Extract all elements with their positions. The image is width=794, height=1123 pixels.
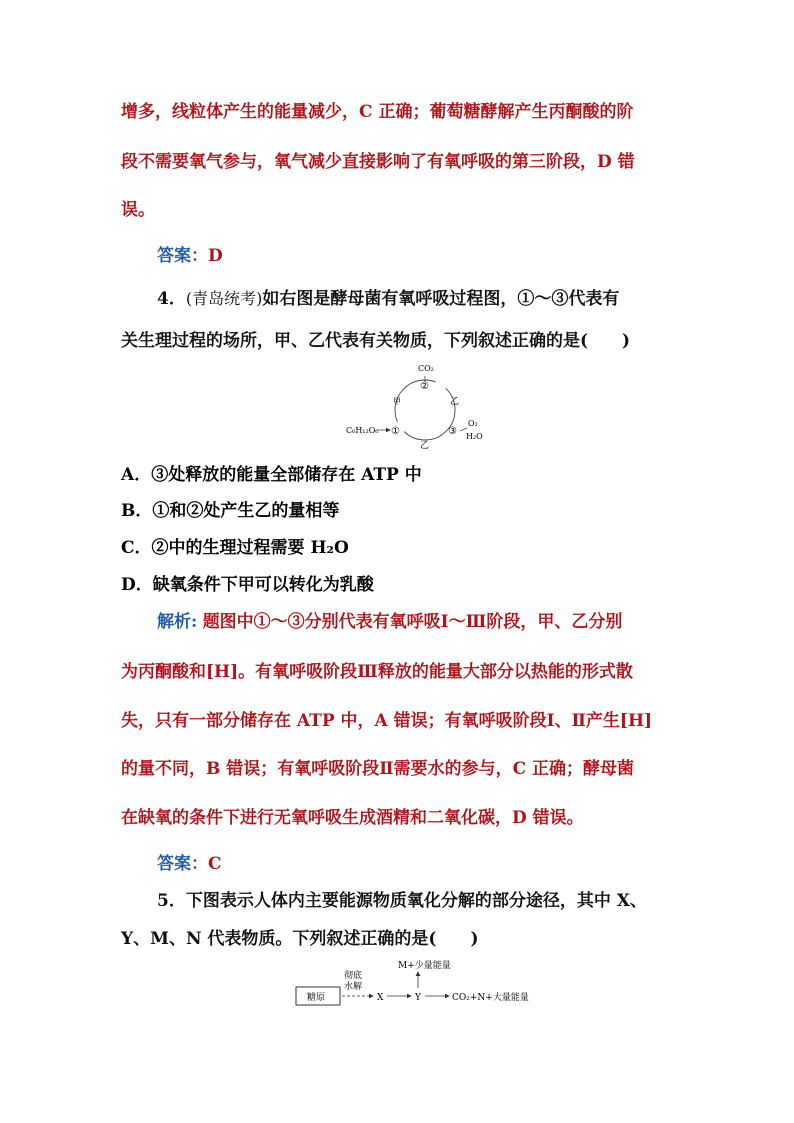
glycogen-box-label: 糖原 — [307, 993, 326, 1003]
question-stem — [157, 287, 717, 311]
answer-value: C — [208, 854, 222, 874]
analysis-line: 在缺氧的条件下进行无氧呼吸生成酒精和二氧化碳，D 错误。 — [121, 808, 584, 828]
question-number: 4． — [157, 289, 186, 309]
glycogen-pathway-diagram — [294, 958, 544, 1008]
yi-right-label: 乙 — [450, 397, 460, 407]
explanation-line: 段不需要氧气参与，氧气减少直接影响了有氧呼吸的第三阶段，D 错 — [121, 152, 635, 172]
answer-label: 答案： — [157, 246, 208, 266]
arrow-top-label: 彻底 — [344, 971, 363, 981]
site-1-label: ① — [391, 426, 400, 437]
co2-label: CO₂ — [418, 364, 434, 373]
analysis-label: 解析: — [157, 612, 198, 632]
site-3-label: ③ — [448, 426, 457, 437]
jia-label: 甲 — [393, 397, 401, 406]
question-source: (青岛统考) — [185, 289, 263, 308]
option-d: D．缺氧条件下甲可以转化为乳酸 — [121, 575, 374, 595]
site-2-label: ② — [420, 381, 429, 392]
co2-energy-label: CO₂+N+大量能量 — [452, 993, 529, 1003]
answer-value: D — [208, 246, 223, 266]
analysis-line: 为丙酮酸和[H]。有氧呼吸阶段Ⅲ释放的能量大部分以热能的形式散 — [121, 662, 633, 682]
m-energy-label: M+少量能量 — [398, 961, 451, 971]
yi-bottom-label: 乙 — [420, 441, 430, 451]
glucose-label: C₆H₁₂O₆ — [346, 426, 379, 435]
arrow-bottom-label: 水解 — [344, 982, 363, 992]
respiration-cycle-diagram — [330, 362, 500, 452]
o2-label: O₂ — [468, 419, 478, 428]
y-label: Y — [415, 993, 421, 1003]
question-stem: 5．下图表示人体内主要能源物质氧化分解的部分途径，其中 X、 — [157, 891, 647, 911]
question-stem-line: Y、M、N 代表物质。下列叙述正确的是( ) — [121, 929, 479, 949]
question-stem-text: 如右图是酵母菌有氧呼吸过程图，①～③代表有 — [262, 289, 620, 309]
analysis-line: 失，只有一部分储存在 ATP 中，A 错误；有氧呼吸阶段Ⅰ、Ⅱ产生[H] — [121, 711, 653, 731]
explanation-line: 误。 — [121, 200, 155, 220]
h2o-label: H₂O — [466, 432, 483, 441]
answer-label: 答案： — [157, 854, 208, 874]
analysis-line: 题图中①～③分别代表有氧呼吸Ⅰ～Ⅲ阶段，甲、乙分别 — [202, 612, 623, 632]
analysis-row — [157, 610, 717, 634]
explanation-line: 增多，线粒体产生的能量减少，C 正确；葡萄糖酵解产生丙酮酸的阶 — [121, 102, 634, 122]
answer-row — [157, 244, 717, 268]
answer-row — [157, 852, 717, 876]
option-a: A．③处释放的能量全部储存在 ATP 中 — [121, 465, 422, 485]
analysis-line: 的量不同，B 错误；有氧呼吸阶段Ⅱ需要水的参与，C 正确；酵母菌 — [121, 759, 635, 779]
question-stem-line: 关生理过程的场所，甲、乙代表有关物质，下列叙述正确的是( ) — [121, 331, 631, 351]
option-c: C．②中的生理过程需要 H₂O — [121, 538, 349, 558]
option-b: B．①和②处产生乙的量相等 — [121, 501, 340, 521]
x-label: X — [377, 993, 384, 1003]
